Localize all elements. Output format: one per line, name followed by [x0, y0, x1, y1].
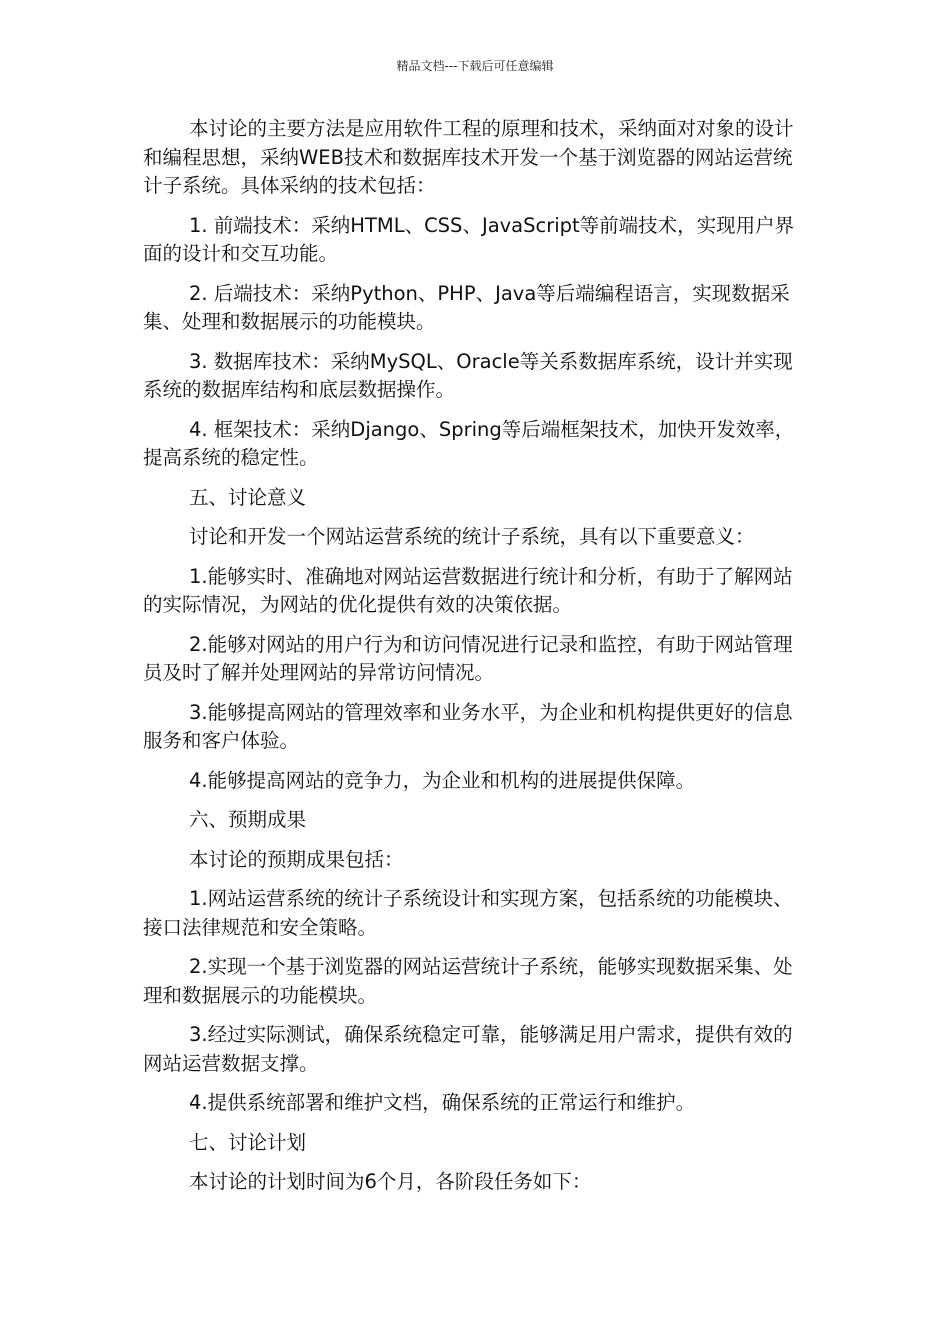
- section-heading-plan: 七、讨论计划: [189, 1130, 307, 1154]
- paragraph-significance-4: 4.能够提高网站的竞争力，为企业和机构的进展提供保障。: [189, 768, 696, 792]
- paragraph-results-3: 3.经过实际测试，确保系统稳定可靠，能够满足用户需求，提供有效的网站运营数据支撑。: [143, 1023, 793, 1075]
- paragraph-results-2: 2.实现一个基于浏览器的网站运营统计子系统，能够实现数据采集、处理和数据展示的功能模块。: [143, 955, 793, 1007]
- section-heading-expected-results: 六、预期成果: [189, 808, 307, 831]
- paragraph-significance-3: 3.能够提高网站的管理效率和业务水平，为企业和机构提供更好的信息服务和客户体验。: [143, 700, 793, 752]
- paragraph-backend-tech: 2. 后端技术：采纳Python、PHP、Java等后端编程语言，实现数据采集、处理和数据展示的功能模块。: [143, 281, 790, 333]
- paragraph-plan-intro: 本讨论的计划时间为6个月，各阶段任务如下：: [189, 1170, 592, 1193]
- paragraph-significance-2: 2.能够对网站的用户行为和访问情况进行记录和监控，有助于网站管理员及时了解并处理网站的异常访问情况。: [143, 632, 793, 684]
- paragraph-results-1: 1.网站运营系统的统计子系统设计和实现方案，包括系统的功能模块、接口法律规范和安全策略。: [143, 887, 793, 939]
- paragraph-methods-intro: 本讨论的主要方法是应用软件工程的原理和技术，采纳面对对象的设计和编程思想，采纳WEB技术和数据库技术开发一个基于浏览器的网站运营统计子系统。具体采纳的技术包括：: [143, 117, 794, 197]
- paragraph-framework-tech: 4. 框架技术：采纳Django、Spring等后端框架技术，加快开发效率，提高系统的稳定性。: [143, 417, 795, 469]
- paragraph-results-4: 4.提供系统部署和维护文档，确保系统的正常运行和维护。: [189, 1091, 696, 1114]
- paragraph-results-intro: 本讨论的预期成果包括：: [189, 847, 404, 871]
- paragraph-frontend-tech: 1. 前端技术：采纳HTML、CSS、JavaScript等前端技术，实现用户界面的设计和交互功能。: [143, 213, 795, 265]
- paragraph-significance-1: 1.能够实时、准确地对网站运营数据进行统计和分析，有助于了解网站的实际情况，为网站的优化提供有效的决策依据。: [143, 564, 793, 616]
- document-body: [143, 115, 807, 1208]
- paragraph-database-tech: 3. 数据库技术：采纳MySQL、Oracle等关系数据库系统，设计并实现系统的数据库结构和底层数据操作。: [143, 349, 793, 401]
- page-header: 精品文档---下载后可任意编辑: [396, 59, 554, 73]
- paragraph-significance-intro: 讨论和开发一个网站运营系统的统计子系统，具有以下重要意义：: [189, 525, 755, 548]
- section-heading-significance: 五、讨论意义: [189, 485, 307, 509]
